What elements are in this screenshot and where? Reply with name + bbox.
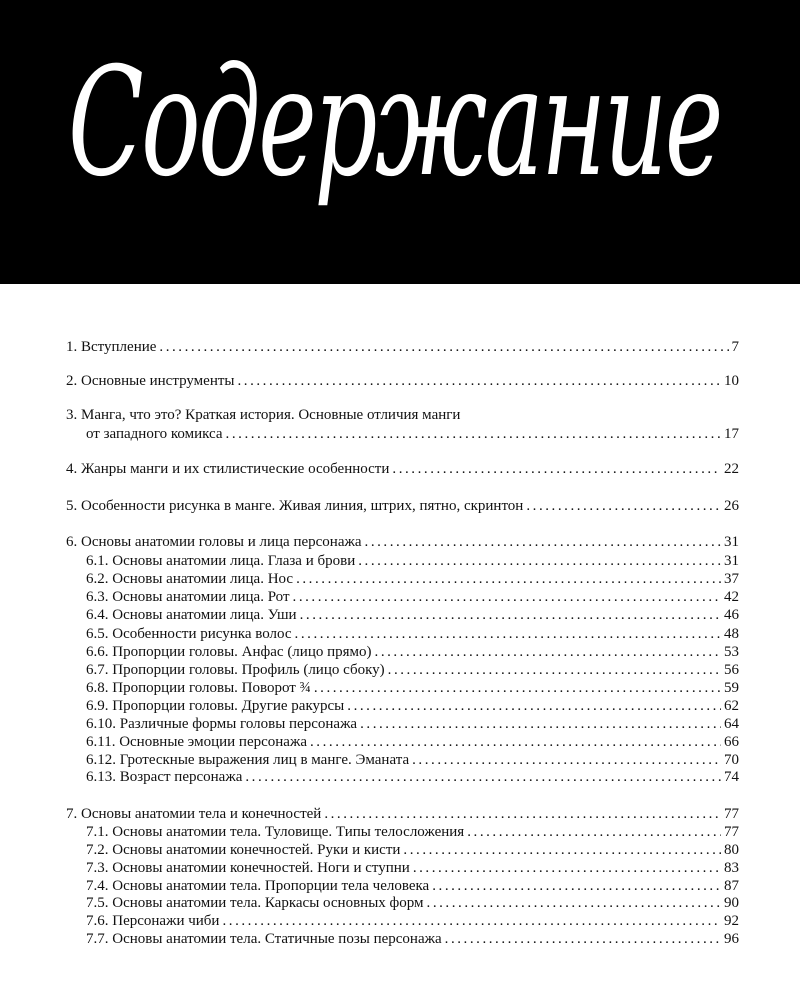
toc-subentry[interactable]: [86, 767, 739, 787]
dot-leader: [427, 893, 721, 913]
toc-entry-label: 6.7. Пропорции головы. Профиль (лицо сбоку): [86, 662, 385, 678]
toc-entry-first-line[interactable]: [66, 405, 739, 425]
toc-entry-label: 6.13. Возраст персонажа: [86, 769, 243, 785]
toc-entry-page: 31: [724, 534, 739, 550]
page-title: Содержание: [68, 36, 721, 210]
toc-entry-label: 3. Манга, что это? Краткая история. Основные отличия манги: [66, 407, 461, 423]
toc-entry-label: 6.4. Основы анатомии лица. Уши: [86, 607, 297, 623]
toc-entry-label: 6.2. Основы анатомии лица. Нос: [86, 571, 294, 587]
toc-subentry[interactable]: [86, 696, 739, 716]
toc-entry-page: 77: [724, 824, 739, 840]
toc-entry-label: 7.2. Основы анатомии конечностей. Руки и кисти: [86, 842, 401, 858]
toc-entry-label: 7.7. Основы анатомии тела. Статичные позы персонажа: [86, 931, 442, 947]
dot-leader: [445, 929, 721, 949]
dot-leader: [293, 587, 721, 607]
toc-subentry[interactable]: [86, 551, 739, 571]
toc-entry-label-continued: от западного комикса: [86, 426, 223, 442]
dot-leader: [222, 911, 721, 931]
toc-entry-label: 6.9. Пропорции головы. Другие ракурсы: [86, 698, 345, 714]
toc-subentry[interactable]: [86, 732, 739, 752]
toc-entry-page: 7: [731, 339, 739, 355]
toc-subentry[interactable]: [86, 605, 739, 625]
dot-leader: [159, 337, 728, 357]
toc-subentry[interactable]: [86, 624, 739, 644]
toc-entry-label: 7.4. Основы анатомии тела. Пропорции тела человека: [86, 878, 430, 894]
toc-entry-page: 59: [724, 680, 739, 696]
toc-entry-page: 64: [724, 716, 739, 732]
dot-leader: [310, 732, 721, 752]
toc-entry-page: 92: [724, 913, 739, 929]
toc-subentry[interactable]: [86, 678, 739, 698]
toc-entry-label: 7.3. Основы анатомии конечностей. Ноги и ступни: [86, 860, 410, 876]
toc-entry-page: 22: [724, 461, 739, 477]
toc-entry-page: 46: [724, 607, 739, 623]
table-of-contents: [66, 0, 739, 1000]
toc-entry-label: 1. Вступление: [66, 339, 157, 355]
dot-leader: [467, 822, 721, 842]
toc-entry-page: 87: [724, 878, 739, 894]
toc-entry-page: 53: [724, 644, 739, 660]
toc-entry[interactable]: [66, 459, 739, 479]
toc-entry-label: 6. Основы анатомии головы и лица персонажа: [66, 534, 362, 550]
dot-leader: [413, 858, 721, 878]
dot-leader: [388, 660, 721, 680]
toc-entry-page: 77: [724, 806, 739, 822]
dot-leader: [392, 459, 721, 479]
toc-entry[interactable]: [66, 532, 739, 552]
toc-entry-page: 70: [724, 752, 739, 768]
dot-leader: [226, 424, 721, 444]
toc-entry-page: 90: [724, 895, 739, 911]
dot-leader: [365, 532, 721, 552]
toc-subentry[interactable]: [86, 660, 739, 680]
toc-entry-page: 26: [724, 498, 739, 514]
toc-entry[interactable]: [66, 804, 739, 824]
toc-entry[interactable]: [66, 496, 739, 516]
toc-entry-page: 10: [724, 373, 739, 389]
toc-subentry[interactable]: [86, 642, 739, 662]
dot-leader: [526, 496, 721, 516]
toc-entry-label: 7.5. Основы анатомии тела. Каркасы основных форм: [86, 895, 424, 911]
dot-leader: [403, 840, 721, 860]
dot-leader: [300, 605, 721, 625]
dot-leader: [237, 371, 721, 391]
toc-entry-page: 96: [724, 931, 739, 947]
toc-entry-label: 6.10. Различные формы головы персонажа: [86, 716, 358, 732]
toc-entry-label: 6.8. Пропорции головы. Поворот ¾: [86, 680, 311, 696]
dot-leader: [347, 696, 721, 716]
toc-subentry[interactable]: [86, 858, 739, 878]
toc-subentry[interactable]: [86, 569, 739, 589]
toc-subentry[interactable]: [86, 893, 739, 913]
toc-entry[interactable]: [86, 424, 739, 444]
toc-entry-label: 6.11. Основные эмоции персонажа: [86, 734, 307, 750]
toc-subentry[interactable]: [86, 911, 739, 931]
toc-subentry[interactable]: [86, 587, 739, 607]
toc-entry-label: 6.5. Особенности рисунка волос: [86, 626, 292, 642]
toc-subentry[interactable]: [86, 714, 739, 734]
dot-leader: [375, 642, 721, 662]
toc-entry-label: 6.12. Гротескные выражения лиц в манге. Эманата: [86, 752, 410, 768]
toc-entry[interactable]: [66, 371, 739, 391]
toc-subentry[interactable]: [86, 929, 739, 949]
toc-entry-page: 66: [724, 734, 739, 750]
dot-leader: [295, 624, 721, 644]
toc-entry-label: 2. Основные инструменты: [66, 373, 235, 389]
dot-leader: [360, 714, 721, 734]
toc-entry-label: 6.6. Пропорции головы. Анфас (лицо прямо): [86, 644, 372, 660]
toc-entry-page: 83: [724, 860, 739, 876]
toc-subentry[interactable]: [86, 840, 739, 860]
toc-entry-page: 37: [724, 571, 739, 587]
dot-leader: [245, 767, 721, 787]
toc-entry-label: 7.6. Персонажи чиби: [86, 913, 220, 929]
dot-leader: [358, 551, 721, 571]
toc-entry-page: 48: [724, 626, 739, 642]
toc-entry-page: 42: [724, 589, 739, 605]
toc-entry-page: 56: [724, 662, 739, 678]
toc-entry-label: 5. Особенности рисунка в манге. Живая линия, штрих, пятно, скринтон: [66, 498, 524, 514]
toc-entry-label: 7.1. Основы анатомии тела. Туловище. Типы телосложения: [86, 824, 465, 840]
dot-leader: [324, 804, 721, 824]
toc-entry-label: 7. Основы анатомии тела и конечностей: [66, 806, 322, 822]
dot-leader: [296, 569, 721, 589]
dot-leader: [314, 678, 721, 698]
toc-entry[interactable]: [66, 337, 739, 357]
toc-subentry[interactable]: [86, 822, 739, 842]
toc-entry-page: 31: [724, 553, 739, 569]
toc-entry-page: 17: [724, 426, 739, 442]
toc-entry-label: 6.3. Основы анатомии лица. Рот: [86, 589, 290, 605]
toc-entry-page: 62: [724, 698, 739, 714]
toc-entry-page: 80: [724, 842, 739, 858]
toc-entry-label: 4. Жанры манги и их стилистические особенности: [66, 461, 390, 477]
toc-entry-page: 74: [724, 769, 739, 785]
toc-entry-label: 6.1. Основы анатомии лица. Глаза и брови: [86, 553, 356, 569]
